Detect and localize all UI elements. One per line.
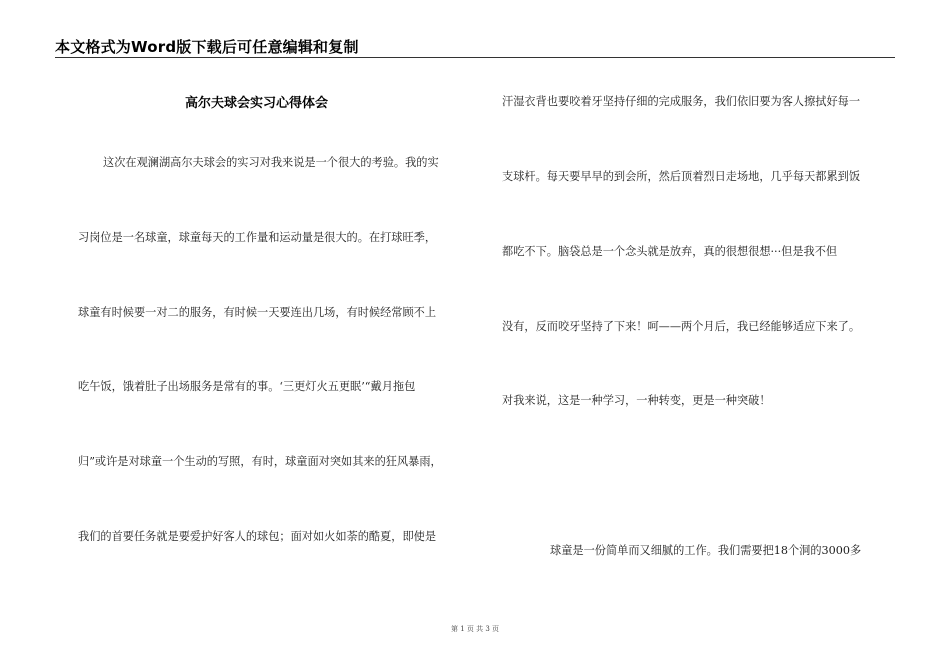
header-divider <box>55 57 895 58</box>
page-number: 第 1 页 共 3 页 <box>450 625 500 633</box>
left-column-line: 习岗位是一名球童，球童每天的工作量和运动量是很大的。在打球旺季， <box>78 231 437 244</box>
document-title: 高尔夫球会实习心得体会 <box>185 96 329 111</box>
left-column-line: 归”或许是对球童一个生动的写照，有时，球童面对突如其来的狂风暴雨， <box>78 455 442 468</box>
document-header: 本文格式为Word版下载后可任意编辑和复制 <box>55 38 359 56</box>
left-column-line: 这次在观澜湖高尔夫球会的实习对我来说是一个很大的考验。我的实 <box>103 156 439 169</box>
right-column-line: 汗湿衣背也要咬着牙坚持仔细的完成服务，我们依旧要为客人擦拭好每一 <box>502 95 861 108</box>
right-column-line: 对我来说，这是一种学习，一种转变，更是一种突破！ <box>502 394 771 407</box>
left-column-line: 吃午饭，饿着肚子出场服务是常有的事。‘三更灯火五更眠’“戴月拖包 <box>78 380 416 393</box>
right-column-line: 都吃不下。脑袋总是一个念头就是放弃，真的很想很想···但是我不但 <box>502 245 838 258</box>
right-column-line: 球童是一份简单而又细腻的工作。我们需要把18个洞的3000多 <box>550 544 862 557</box>
left-column-line: 我们的首要任务就是要爱护好客人的球包；面对如火如荼的酷夏，即使是 <box>78 530 437 543</box>
left-column-line: 球童有时候要一对二的服务，有时候一天要连出几场，有时候经常顾不上 <box>78 306 437 319</box>
right-column-line: 支球杆。每天要早早的到会所，然后顶着烈日走场地，几乎每天都累到饭 <box>502 170 861 183</box>
right-column-line: 没有，反而咬牙坚持了下来！呵——两个月后，我已经能够适应下来了。 <box>502 320 861 333</box>
